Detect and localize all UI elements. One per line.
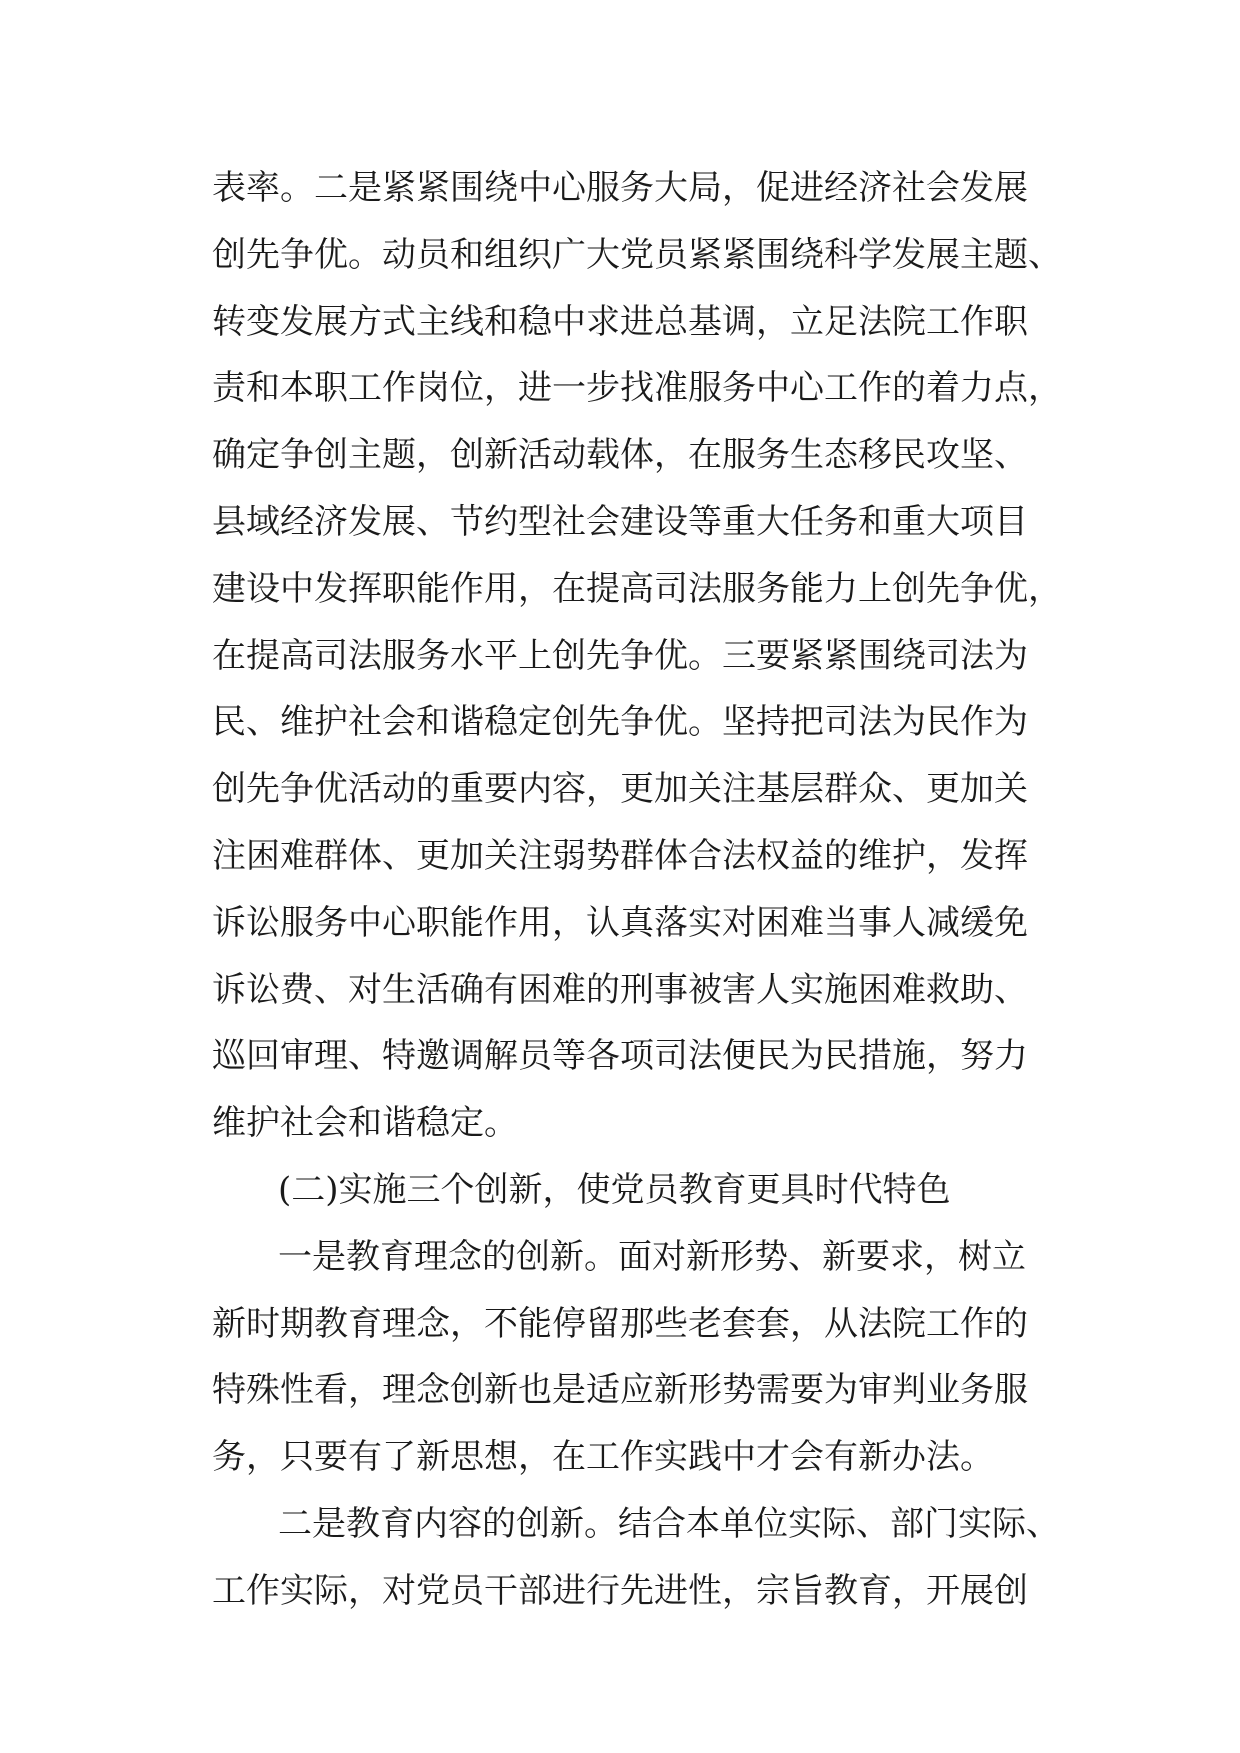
text-line: 确定争创主题，创新活动载体，在服务生态移民攻坚、: [212, 435, 1028, 476]
body-text: [212, 155, 1072, 1625]
text-line: 诉讼服务中心职能作用，认真落实对困难当事人减缓免: [212, 902, 1028, 943]
text-line: 注困难群体、更加关注弱势群体合法权益的维护，发挥: [212, 835, 1028, 876]
text-line: 巡回审理、特邀调解员等各项司法便民为民措施，努力: [212, 1036, 1028, 1077]
text-line: 维护社会和谐稳定。: [212, 1103, 518, 1144]
text-line: 表率。二是紧紧围绕中心服务大局，促进经济社会发展: [212, 168, 1028, 208]
text-line: 县域经济发展、节约型社会建设等重大任务和重大项目: [212, 501, 1028, 542]
text-line: 建设中发挥职能作用，在提高司法服务能力上创先争优，: [212, 568, 1062, 609]
text-line: 诉讼费、对生活确有困难的刑事被害人实施困难救助、: [212, 969, 1028, 1010]
text-line: 创先争优活动的重要内容，更加关注基层群众、更加关: [212, 769, 1028, 810]
text-line: (二)实施三个创新，使党员教育更具时代特色: [278, 1169, 951, 1210]
text-line: 二是教育内容的创新。结合本单位实际、部门实际、: [278, 1503, 1060, 1544]
text-line: 新时期教育理念，不能停留那些老套套，从法院工作的: [212, 1303, 1028, 1344]
text-line: 工作实际，对党员干部进行先进性，宗旨教育，开展创: [212, 1570, 1028, 1611]
text-line: 责和本职工作岗位，进一步找准服务中心工作的着力点，: [212, 368, 1062, 409]
text-line: 一是教育理念的创新。面对新形势、新要求，树立: [278, 1236, 1026, 1277]
text-line: 民、维护社会和谐稳定创先争优。坚持把司法为民作为: [212, 702, 1028, 743]
text-line: 特殊性看，理念创新也是适应新形势需要为审判业务服: [212, 1370, 1028, 1411]
text-line: 在提高司法服务水平上创先争优。三要紧紧围绕司法为: [212, 635, 1028, 676]
text-line: 务，只要有了新思想，在工作实践中才会有新办法。: [212, 1437, 994, 1478]
text-line: 转变发展方式主线和稳中求进总基调，立足法院工作职: [212, 301, 1028, 342]
text-line: 创先争优。动员和组织广大党员紧紧围绕科学发展主题、: [212, 234, 1062, 275]
